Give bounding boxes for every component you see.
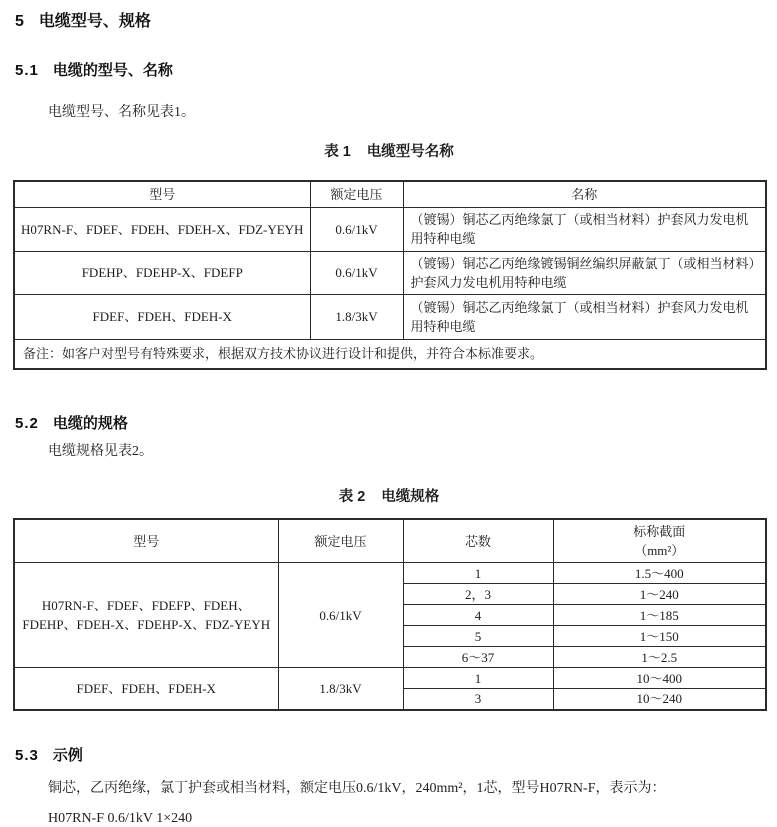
area-cell: 1～150 <box>553 626 766 647</box>
table-remark-row <box>14 339 766 369</box>
cores-cell: 2，3 <box>403 584 553 605</box>
model-cell: H07RN-F、FDEF、FDEFP、FDEH、FDEHP、FDEH-X、FDEHP-X、FDZ-YEYH <box>14 563 278 668</box>
table-2-header-cores: 芯数 <box>403 519 553 563</box>
section-5-title: 电缆型号、规格 <box>38 13 151 30</box>
section-5-1-title: 电缆的型号、名称 <box>52 62 173 79</box>
voltage-cell: 1.8/3kV <box>310 294 403 339</box>
section-5-3-number: 5.3 <box>15 746 39 764</box>
section-5-2-intro: 电缆规格见表2。 <box>48 444 153 459</box>
table-2-header-area <box>553 519 766 563</box>
table-2-cable-specs <box>13 518 767 711</box>
cores-cell: 1 <box>403 668 553 689</box>
table-1-caption-title: 电缆型号名称 <box>366 144 454 160</box>
table-row <box>14 207 766 251</box>
remark-cell: 备注：如客户对型号有特殊要求，根据双方技术协议进行设计和提供，并符合本标准要求。 <box>14 339 766 369</box>
table-row <box>14 251 766 294</box>
section-5-3-title: 示例 <box>52 746 83 764</box>
area-cell: 10～240 <box>553 689 766 710</box>
table-2-caption-label: 表 2 <box>338 489 366 505</box>
voltage-cell: 0.6/1kV <box>310 207 403 251</box>
table-1-header-row <box>14 181 766 207</box>
table-row <box>14 563 766 584</box>
section-5-1-intro: 电缆型号、名称见表1。 <box>48 105 195 120</box>
cores-cell: 6～37 <box>403 647 553 668</box>
table-1-header-name: 名称 <box>403 181 766 207</box>
table-1-caption <box>13 140 765 161</box>
table-2-caption-title: 电缆规格 <box>381 489 440 505</box>
name-cell: （镀锡）铜芯乙丙绝缘镀锡铜丝编织屏蔽氯丁（或相当材料）护套风力发电机用特种电缆 <box>403 251 766 294</box>
section-5-number: 5 <box>15 13 25 30</box>
example-text: 铜芯，乙丙绝缘，氯丁护套或相当材料，额定电压0.6/1kV，240mm²，1芯，型号H07RN-F，表示为： <box>48 780 666 796</box>
area-cell: 1～185 <box>553 605 766 626</box>
cores-cell: 3 <box>403 689 553 710</box>
table-2-caption <box>13 485 765 506</box>
section-5-3-heading <box>15 744 777 765</box>
section-5-1-heading <box>15 59 777 80</box>
section-5-1-number: 5.1 <box>15 62 39 79</box>
table-2-header-row <box>14 519 766 563</box>
section-5-2-number: 5.2 <box>15 415 39 432</box>
voltage-cell: 1.8/3kV <box>278 668 403 710</box>
document-page <box>0 8 777 826</box>
table-1-caption-label: 表 1 <box>324 144 351 160</box>
table-row <box>14 294 766 339</box>
area-cell: 10～400 <box>553 668 766 689</box>
name-cell: （镀锡）铜芯乙丙绝缘氯丁（或相当材料）护套风力发电机用特种电缆 <box>403 207 766 251</box>
model-cell: H07RN-F、FDEF、FDEH、FDEH-X、FDZ-YEYH <box>14 207 310 251</box>
example-code: H07RN-F 0.6/1kV 1×240 <box>48 810 193 826</box>
cores-cell: 1 <box>403 563 553 584</box>
cores-cell: 4 <box>403 605 553 626</box>
model-cell: FDEF、FDEH、FDEH-X <box>14 668 278 710</box>
table-row <box>14 668 766 689</box>
section-5-heading <box>15 8 777 31</box>
table-1-cable-models <box>13 180 767 370</box>
table-1-header-model: 型号 <box>14 181 310 207</box>
voltage-cell: 0.6/1kV <box>310 251 403 294</box>
table-2-header-model: 型号 <box>14 519 278 563</box>
section-5-2-title: 电缆的规格 <box>52 415 128 432</box>
name-cell: （镀锡）铜芯乙丙绝缘氯丁（或相当材料）护套风力发电机用特种电缆 <box>403 294 766 339</box>
table-2-header-area-line2: （mm²） <box>634 543 685 558</box>
table-1-header-voltage: 额定电压 <box>310 181 403 207</box>
area-cell: 1～2.5 <box>553 647 766 668</box>
voltage-cell: 0.6/1kV <box>278 563 403 668</box>
model-cell: FDEHP、FDEHP-X、FDEFP <box>14 251 310 294</box>
area-cell: 1.5～400 <box>553 563 766 584</box>
section-5-2-heading <box>15 412 777 433</box>
table-2-header-voltage: 额定电压 <box>278 519 403 563</box>
table-2-header-area-line1: 标称截面 <box>633 524 686 539</box>
model-cell: FDEF、FDEH、FDEH-X <box>14 294 310 339</box>
cores-cell: 5 <box>403 626 553 647</box>
area-cell: 1～240 <box>553 584 766 605</box>
